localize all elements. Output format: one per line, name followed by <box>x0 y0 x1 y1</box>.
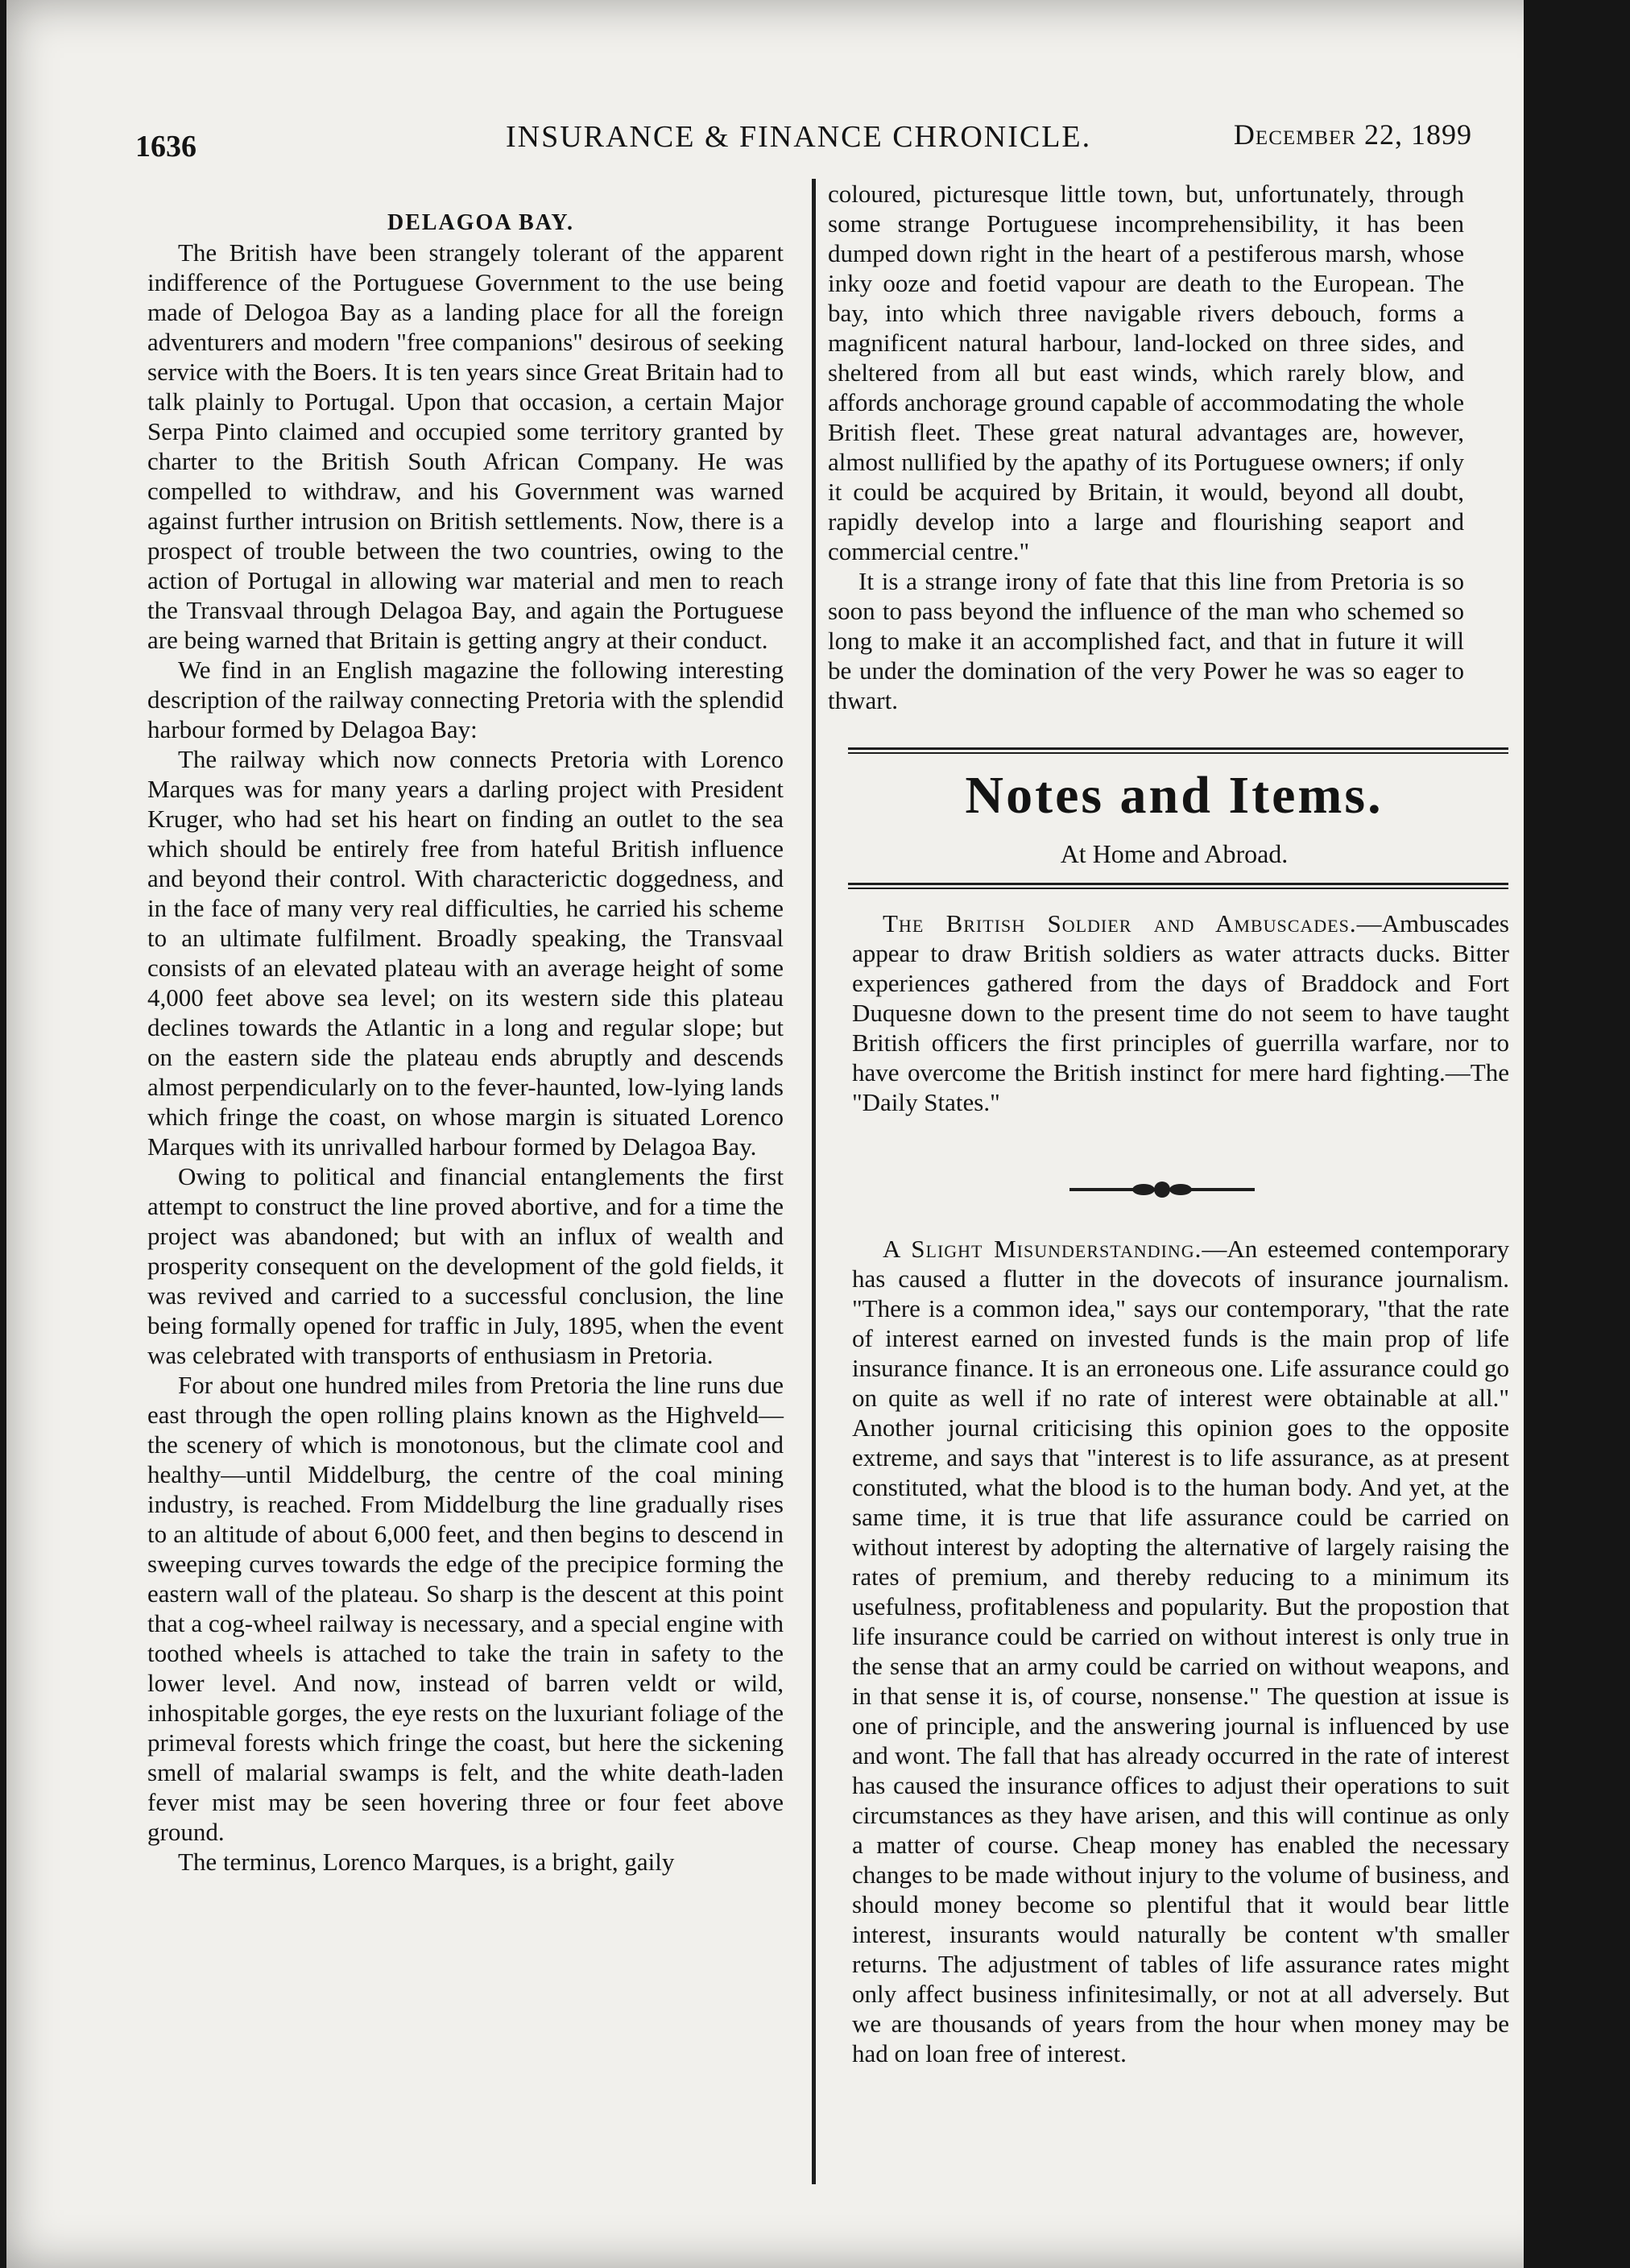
article-paragraph: coloured, picturesque little town, but, unfortunately, through some strange Portuguese incomprehensibility, it has been dumped down right in the heart of a pestiferous marsh, whose inky ooze and foetid vapour are death to the European. The bay, into which three navigable rivers debouch, forms a magnificent natural harbour, land-locked on three sides, and sheltered from all but east winds, which rarely blow, and affords anchorage ground capable of accommodating the whole British fleet. These great natural advantages are, however, almost nullified by the apathy of its Portuguese owners; if only it could be acquired by Britain, it would, beyond all doubt, rapidly develop into a large and flourishing seaport and commercial centre." <box>828 180 1464 565</box>
section-rule <box>848 752 1508 754</box>
item-paragraph <box>852 1234 1509 2068</box>
article-paragraph: We find in an English magazine the following interesting description of the railway connecting Pretoria with the splendid harbour formed by Delagoa Bay: <box>147 656 784 743</box>
section-rule <box>848 747 1508 750</box>
item-lead: A Slight Misunderstanding. <box>883 1235 1202 1263</box>
article-paragraph: Owing to political and financial entanglements the first attempt to construct the line proved abortive, and for a time the project was abandoned; but with an influx of wealth and prosperity consequent on the development of the gold fields, it was revived and carried to a successful conclusion, the line being formally opened for traffic in July, 1895, when the event was celebrated with transports of enthusiasm in Pretoria. <box>147 1162 784 1369</box>
notes-section-title: Notes and Items. <box>965 766 1384 825</box>
newspaper-page <box>6 0 1575 2268</box>
article-paragraph: For about one hundred miles from Pretoria the line runs due east through the open rolling plains known as the Highveld—the scenery of which is monotonous, but the climate cool and healthy—until Middelburg, the centre of the coal mining industry, is reached. From Middelburg the line gradually rises to an altitude of about 6,000 feet, and then begins to descend in sweeping curves towards the edge of the precipice forming the eastern wall of the plateau. So sharp is the descent at this point that a cog-wheel railway is necessary, and a special engine with toothed wheels is attached to take the train in safety to the lower level. And now, instead of barren veldt or wild, inhospitable gorges, the eye rests on the luxuriant foliage of the primeval forests which fringe the coast, but here the sickening smell of malarial swamps is felt, and the white death-laden fever mist may be seen hovering three or four feet above ground. <box>147 1371 784 1846</box>
article-paragraph: It is a strange irony of fate that this line from Pretoria is so soon to pass beyond the influence of the man who schemed so long to make it an accomplished fact, and that in future it will be under the domination of the very Power he was so eager to thwart. <box>828 567 1464 714</box>
issue-date: December 22, 1899 <box>1233 118 1472 151</box>
section-rule <box>848 883 1508 885</box>
item-british-soldier <box>852 908 1509 1117</box>
article-paragraph: The railway which now connects Pretoria with Lorenco Marques was for many years a darling project with President Kruger, who had set his heart on finding an outlet to the sea which should be entirely free from hateful British influence and beyond their control. With characterictic doggedness, and in the face of many very real difficulties, he carried his scheme to an ultimate fulfilment. Broadly speaking, the Transvaal consists of an elevated plateau with an average height of some 4,000 feet above sea level; on its western side this plateau declines towards the Atlantic in a long and regular slope; but on the eastern side the plateau ends abruptly and descends almost perpendicularly on to the fever-haunted, low-lying lands which fringe the coast, on whose margin is situated Lorenco Marques with its unrivalled harbour formed by Delagoa Bay. <box>147 745 784 1161</box>
item-slight-misunderstanding <box>852 1234 1509 2068</box>
journal-title: INSURANCE & FINANCE CHRONICLE. <box>506 120 1092 154</box>
page-header <box>135 105 1472 169</box>
notes-section-subtitle: At Home and Abroad. <box>1060 839 1289 868</box>
page-edge-shadow <box>1524 0 1575 2268</box>
article-paragraph: The terminus, Lorenco Marques, is a bright, gaily <box>178 1848 675 1876</box>
item-body: —An esteemed contemporary has caused a flutter in the dovecots of insurance journalism. "There is a common idea," says our contemporary, "that the rate of interest earned on invested funds is the main prop of life insurance finance. It is an erroneous one. Life assurance could go on quite as well if no rate of interest were obtainable at all." Another journal criticising this opinion goes to the opposite extreme, and says that "interest is to life assurance, as at present constituted, what the blood is to the human body. And yet, at the same time, it is true that life assurance could be carried on without interest by adopting the alternative of largely raising the rates of premium, and thereby reducing to a minimum its usefulness, profitableness and popularity. But the propostion that life insurance could be carried on without interest is only true in the sense that an army could be carried on without weapons, and in that sense it is, of course, nonsense." The question at issue is one of principle, and the answering journal is influenced by use and wont. The fall that has already occurred in the rate of interest has caused the insurance offices to adjust their operations to suit circumstances as they have arisen, and this will continue as only a matter of course. Cheap money has enabled the necessary changes to be made without injury to the volume of business, and should money become so plentiful that it would bear little interest, insurants would naturally be content w'th smaller returns. The adjustment of tables of life assurance rates might only affect business infinitesimally, or not at all adversely. But we are thousands of years from the hour when money may be had on loan free of interest. <box>852 1235 1509 2067</box>
section-rule <box>848 888 1508 889</box>
item-body: —Ambuscades appear to draw British soldiers as water attracts ducks. Bitter experiences gathered from the days of Braddock and Fort Duquesne down to the present time do not seem to have taught British officers the first principles of guerrilla warfare, nor to have overcome the British instinct for mere hard fighting.—The "Daily States." <box>852 909 1509 1116</box>
item-paragraph <box>852 908 1509 1117</box>
item-lead: The British Soldier and Ambuscades. <box>883 909 1357 937</box>
article-paragraph: The British have been strangely tolerant of the apparent indifference of the Portuguese Government to the use being made of Delogoa Bay as a landing place for all the foreign adventurers and modern "free companions" desirous of seeking service with the Boers. It is ten years since Great Britain had to talk plainly to Portugal. Upon that occasion, a certain Major Serpa Pinto claimed and occupied some territory granted by charter to the British South African Company. He was compelled to withdraw, and his Government was warned against further intrusion on British settlements. Now, there is a prospect of trouble between the two countries, owing to the action of Portugal in allowing war material and men to reach the Transvaal through Delagoa Bay, and again the Portuguese are being warned that Britain is getting angry at their conduct. <box>147 238 784 654</box>
ornament-divider <box>1069 1179 1255 1200</box>
article-heading: DELAGOA BAY. <box>387 210 574 235</box>
page-number: 1636 <box>135 130 197 163</box>
column-divider <box>812 179 816 2184</box>
right-column-continuation <box>828 179 1464 715</box>
left-column <box>147 208 784 1877</box>
